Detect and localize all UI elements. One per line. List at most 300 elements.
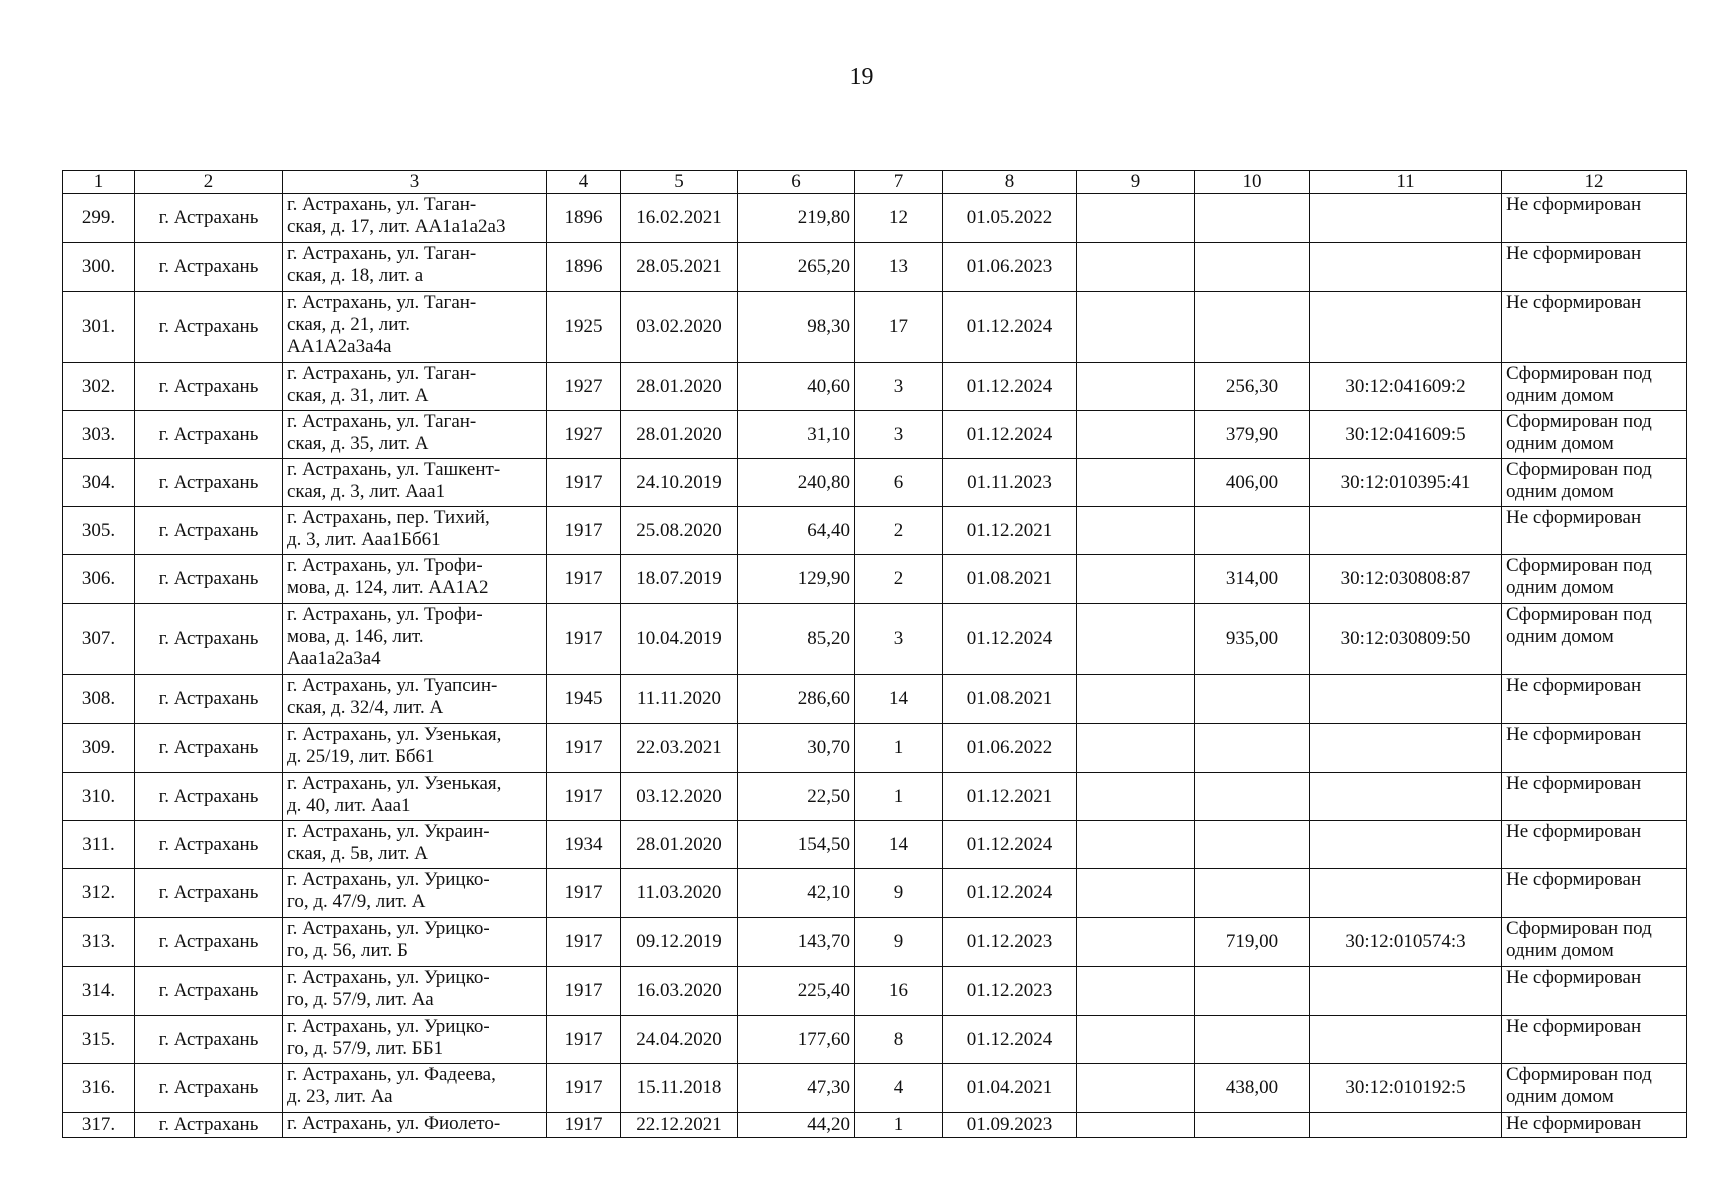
city-cell: г. Астрахань [135,604,283,675]
area-cell: 143,70 [738,918,855,967]
address-cell-line: ская, д. 3, лит. Ааа1 [287,481,446,502]
address-cell [283,459,547,507]
residents-cell: 9 [855,918,943,967]
row-number: 300. [63,243,135,292]
date-recognized-cell: 09.12.2019 [621,918,738,967]
row-number: 317. [63,1113,135,1138]
cadastral-number-cell: 30:12:010192:5 [1310,1064,1502,1113]
address-cell-line: г. Астрахань, ул. Урицко- [287,1016,490,1037]
date-planned-cell: 01.12.2023 [943,967,1077,1016]
land-status-cell-line: Не сформирован [1506,194,1642,215]
table-row [63,724,1687,773]
address-cell-line: г. Астрахань, ул. Туапсин- [287,675,498,696]
land-status-cell-line: Сформирован под [1506,555,1652,576]
table-row [63,604,1687,675]
area-cell: 47,30 [738,1064,855,1113]
year-cell: 1925 [547,292,621,363]
residents-cell: 12 [855,194,943,243]
address-cell [283,555,547,604]
row-number: 312. [63,869,135,918]
city-cell: г. Астрахань [135,967,283,1016]
residents-cell: 9 [855,869,943,918]
land-status-cell-line: Не сформирован [1506,292,1642,313]
registry-table [62,170,1687,1138]
date-planned-cell: 01.06.2023 [943,243,1077,292]
address-cell-line: Ааа1а2а3а4 [287,648,381,669]
land-area-cell [1195,1016,1310,1064]
residents-cell: 1 [855,724,943,773]
date-recognized-cell: 22.12.2021 [621,1113,738,1138]
land-area-cell [1195,292,1310,363]
year-cell: 1896 [547,194,621,243]
empty-cell [1077,363,1195,411]
address-cell-line: го, д. 57/9, лит. ББ1 [287,1038,444,1059]
column-header: 4 [547,171,621,194]
cadastral-number-cell [1310,773,1502,821]
land-area-cell [1195,869,1310,918]
address-cell-line: г. Астрахань, ул. Фиолето- [287,1113,501,1134]
year-cell: 1917 [547,555,621,604]
address-cell-line: д. 3, лит. Ааа1Бб61 [287,529,441,550]
area-cell: 44,20 [738,1113,855,1138]
date-recognized-cell: 22.03.2021 [621,724,738,773]
address-cell [283,675,547,724]
land-status-cell [1502,869,1687,918]
land-area-cell [1195,773,1310,821]
land-area-cell: 406,00 [1195,459,1310,507]
cadastral-number-cell: 30:12:030808:87 [1310,555,1502,604]
cadastral-number-cell [1310,675,1502,724]
area-cell: 31,10 [738,411,855,459]
date-recognized-cell: 28.01.2020 [621,363,738,411]
city-cell: г. Астрахань [135,459,283,507]
table-row [63,194,1687,243]
year-cell: 1917 [547,918,621,967]
address-cell [283,869,547,918]
address-cell [283,918,547,967]
page-number: 19 [849,64,874,90]
land-status-cell [1502,773,1687,821]
city-cell: г. Астрахань [135,1064,283,1113]
land-status-cell-line: Сформирован под [1506,459,1652,480]
date-planned-cell: 01.12.2021 [943,773,1077,821]
year-cell: 1927 [547,363,621,411]
address-cell [283,773,547,821]
date-recognized-cell: 28.01.2020 [621,821,738,869]
city-cell: г. Астрахань [135,507,283,555]
column-header: 2 [135,171,283,194]
area-cell: 177,60 [738,1016,855,1064]
date-planned-cell: 01.08.2021 [943,675,1077,724]
city-cell: г. Астрахань [135,194,283,243]
empty-cell [1077,724,1195,773]
residents-cell: 3 [855,411,943,459]
address-cell [283,604,547,675]
date-planned-cell: 01.12.2024 [943,292,1077,363]
date-planned-cell: 01.12.2021 [943,507,1077,555]
land-status-cell-line: Не сформирован [1506,869,1642,890]
address-cell-line: г. Астрахань, ул. Трофи- [287,604,483,625]
area-cell: 129,90 [738,555,855,604]
land-status-cell [1502,821,1687,869]
date-planned-cell: 01.08.2021 [943,555,1077,604]
row-number: 307. [63,604,135,675]
cadastral-number-cell: 30:12:041609:2 [1310,363,1502,411]
city-cell: г. Астрахань [135,411,283,459]
year-cell: 1927 [547,411,621,459]
year-cell: 1917 [547,459,621,507]
land-status-cell-line: Не сформирован [1506,1113,1642,1134]
city-cell: г. Астрахань [135,555,283,604]
land-area-cell: 438,00 [1195,1064,1310,1113]
address-cell-line: г. Астрахань, ул. Урицко- [287,869,490,890]
column-header: 6 [738,171,855,194]
column-header: 7 [855,171,943,194]
address-cell [283,1016,547,1064]
table-row [63,363,1687,411]
land-area-cell: 256,30 [1195,363,1310,411]
table-row [63,773,1687,821]
year-cell: 1917 [547,869,621,918]
land-status-cell-line: Не сформирован [1506,821,1642,842]
address-cell-line: г. Астрахань, ул. Таган- [287,411,477,432]
date-planned-cell: 01.12.2024 [943,363,1077,411]
row-number: 315. [63,1016,135,1064]
date-planned-cell: 01.06.2022 [943,724,1077,773]
address-cell-line: ская, д. 32/4, лит. А [287,697,444,718]
land-status-cell-line: Сформирован под [1506,363,1652,384]
year-cell: 1917 [547,507,621,555]
land-area-cell: 719,00 [1195,918,1310,967]
year-cell: 1917 [547,1016,621,1064]
area-cell: 240,80 [738,459,855,507]
address-cell-line: ская, д. 17, лит. АА1а1а2а3 [287,216,506,237]
empty-cell [1077,821,1195,869]
header-row [63,171,1687,194]
area-cell: 98,30 [738,292,855,363]
row-number: 310. [63,773,135,821]
column-header: 9 [1077,171,1195,194]
column-header: 11 [1310,171,1502,194]
empty-cell [1077,773,1195,821]
address-cell-line: г. Астрахань, ул. Ташкент- [287,459,501,480]
address-cell-line: ская, д. 31, лит. А [287,385,429,406]
land-status-cell [1502,555,1687,604]
address-cell-line: го, д. 47/9, лит. А [287,891,426,912]
address-cell-line: мова, д. 124, лит. АА1А2 [287,577,489,598]
date-planned-cell: 01.12.2024 [943,604,1077,675]
land-status-cell-line: Не сформирован [1506,1016,1642,1037]
land-area-cell: 314,00 [1195,555,1310,604]
row-number: 305. [63,507,135,555]
empty-cell [1077,1016,1195,1064]
column-header: 8 [943,171,1077,194]
date-recognized-cell: 28.05.2021 [621,243,738,292]
address-cell-line: ская, д. 18, лит. а [287,265,424,286]
row-number: 304. [63,459,135,507]
address-cell-line: г. Астрахань, ул. Украин- [287,821,490,842]
area-cell: 40,60 [738,363,855,411]
empty-cell [1077,411,1195,459]
table-body [63,194,1687,1138]
land-area-cell [1195,675,1310,724]
address-cell-line: ская, д. 35, лит. А [287,433,429,454]
area-cell: 64,40 [738,507,855,555]
empty-cell [1077,869,1195,918]
address-cell-line: г. Астрахань, ул. Таган- [287,292,477,313]
address-cell-line: ская, д. 5в, лит. А [287,843,428,864]
land-status-cell [1502,243,1687,292]
address-cell-line: г. Астрахань, ул. Урицко- [287,918,490,939]
empty-cell [1077,1064,1195,1113]
city-cell: г. Астрахань [135,1016,283,1064]
area-cell: 42,10 [738,869,855,918]
address-cell-line: г. Астрахань, ул. Трофи- [287,555,483,576]
date-recognized-cell: 03.12.2020 [621,773,738,821]
residents-cell: 2 [855,555,943,604]
land-status-cell-line: Не сформирован [1506,967,1642,988]
date-recognized-cell: 16.03.2020 [621,967,738,1016]
cadastral-number-cell [1310,869,1502,918]
residents-cell: 6 [855,459,943,507]
land-status-cell-line: одним домом [1506,385,1614,406]
cadastral-number-cell [1310,1016,1502,1064]
address-cell [283,1113,547,1138]
area-cell: 225,40 [738,967,855,1016]
empty-cell [1077,675,1195,724]
address-cell [283,821,547,869]
city-cell: г. Астрахань [135,918,283,967]
table-row [63,821,1687,869]
address-cell [283,724,547,773]
date-recognized-cell: 03.02.2020 [621,292,738,363]
table-row [63,1064,1687,1113]
land-status-cell [1502,411,1687,459]
year-cell: 1917 [547,1113,621,1138]
residents-cell: 8 [855,1016,943,1064]
column-header: 10 [1195,171,1310,194]
address-cell-line: го, д. 57/9, лит. Аа [287,989,434,1010]
land-status-cell-line: Сформирован под [1506,411,1652,432]
address-cell-line: д. 23, лит. Аа [287,1086,393,1107]
date-recognized-cell: 18.07.2019 [621,555,738,604]
address-cell [283,411,547,459]
residents-cell: 13 [855,243,943,292]
land-status-cell [1502,507,1687,555]
table-row [63,292,1687,363]
address-cell [283,967,547,1016]
residents-cell: 14 [855,821,943,869]
row-number: 306. [63,555,135,604]
date-planned-cell: 01.11.2023 [943,459,1077,507]
area-cell: 85,20 [738,604,855,675]
year-cell: 1934 [547,821,621,869]
city-cell: г. Астрахань [135,292,283,363]
cadastral-number-cell [1310,821,1502,869]
land-area-cell: 379,90 [1195,411,1310,459]
date-recognized-cell: 11.11.2020 [621,675,738,724]
date-recognized-cell: 25.08.2020 [621,507,738,555]
land-status-cell-line: одним домом [1506,1086,1614,1107]
row-number: 302. [63,363,135,411]
land-status-cell-line: одним домом [1506,626,1614,647]
land-status-cell-line: Не сформирован [1506,675,1642,696]
city-cell: г. Астрахань [135,675,283,724]
empty-cell [1077,604,1195,675]
table-row [63,1113,1687,1138]
land-area-cell [1195,1113,1310,1138]
row-number: 299. [63,194,135,243]
empty-cell [1077,1113,1195,1138]
city-cell: г. Астрахань [135,821,283,869]
address-cell-line: г. Астрахань, ул. Урицко- [287,967,490,988]
cadastral-number-cell: 30:12:010395:41 [1310,459,1502,507]
date-planned-cell: 01.05.2022 [943,194,1077,243]
area-cell: 154,50 [738,821,855,869]
row-number: 316. [63,1064,135,1113]
residents-cell: 2 [855,507,943,555]
year-cell: 1917 [547,773,621,821]
date-recognized-cell: 24.04.2020 [621,1016,738,1064]
year-cell: 1917 [547,724,621,773]
date-recognized-cell: 10.04.2019 [621,604,738,675]
table-row [63,918,1687,967]
cadastral-number-cell [1310,194,1502,243]
year-cell: 1917 [547,604,621,675]
area-cell: 286,60 [738,675,855,724]
address-cell-line: д. 25/19, лит. Бб61 [287,746,435,767]
table-row [63,869,1687,918]
city-cell: г. Астрахань [135,724,283,773]
cadastral-number-cell: 30:12:010574:3 [1310,918,1502,967]
cadastral-number-cell: 30:12:041609:5 [1310,411,1502,459]
address-cell-line: ская, д. 21, лит. [287,314,410,335]
address-cell-line: г. Астрахань, ул. Узенькая, [287,773,502,794]
land-status-cell-line: одним домом [1506,433,1614,454]
area-cell: 219,80 [738,194,855,243]
land-area-cell [1195,724,1310,773]
row-number: 303. [63,411,135,459]
empty-cell [1077,507,1195,555]
address-cell-line: г. Астрахань, ул. Фадеева, [287,1064,496,1085]
land-status-cell-line: Сформирован под [1506,604,1652,625]
row-number: 308. [63,675,135,724]
empty-cell [1077,459,1195,507]
land-status-cell-line: Не сформирован [1506,243,1642,264]
empty-cell [1077,292,1195,363]
table-row [63,1016,1687,1064]
land-status-cell-line: одним домом [1506,577,1614,598]
row-number: 311. [63,821,135,869]
cadastral-number-cell [1310,507,1502,555]
cadastral-number-cell [1310,243,1502,292]
address-cell [283,1064,547,1113]
empty-cell [1077,967,1195,1016]
residents-cell: 16 [855,967,943,1016]
address-cell-line: г. Астрахань, ул. Таган- [287,243,477,264]
residents-cell: 14 [855,675,943,724]
city-cell: г. Астрахань [135,773,283,821]
date-recognized-cell: 24.10.2019 [621,459,738,507]
land-area-cell [1195,821,1310,869]
column-header: 3 [283,171,547,194]
land-status-cell [1502,1064,1687,1113]
address-cell-line: го, д. 56, лит. Б [287,940,408,961]
land-status-cell-line: одним домом [1506,481,1614,502]
address-cell [283,243,547,292]
land-status-cell [1502,363,1687,411]
row-number: 301. [63,292,135,363]
date-planned-cell: 01.12.2024 [943,821,1077,869]
city-cell: г. Астрахань [135,243,283,292]
residents-cell: 4 [855,1064,943,1113]
row-number: 309. [63,724,135,773]
address-cell-line: г. Астрахань, ул. Таган- [287,363,477,384]
table-row [63,675,1687,724]
year-cell: 1917 [547,1064,621,1113]
cadastral-number-cell: 30:12:030809:50 [1310,604,1502,675]
address-cell-line: г. Астрахань, ул. Узенькая, [287,724,502,745]
land-status-cell [1502,967,1687,1016]
address-cell-line: д. 40, лит. Ааа1 [287,795,411,816]
date-planned-cell: 01.09.2023 [943,1113,1077,1138]
date-recognized-cell: 28.01.2020 [621,411,738,459]
date-planned-cell: 01.12.2023 [943,918,1077,967]
land-status-cell [1502,675,1687,724]
residents-cell: 1 [855,773,943,821]
land-area-cell [1195,194,1310,243]
cadastral-number-cell [1310,967,1502,1016]
empty-cell [1077,555,1195,604]
column-header: 5 [621,171,738,194]
city-cell: г. Астрахань [135,363,283,411]
date-planned-cell: 01.12.2024 [943,869,1077,918]
city-cell: г. Астрахань [135,869,283,918]
empty-cell [1077,194,1195,243]
table-row [63,243,1687,292]
year-cell: 1896 [547,243,621,292]
land-area-cell [1195,507,1310,555]
city-cell: г. Астрахань [135,1113,283,1138]
area-cell: 265,20 [738,243,855,292]
residents-cell: 3 [855,604,943,675]
land-status-cell [1502,724,1687,773]
land-status-cell-line: Не сформирован [1506,507,1642,528]
cadastral-number-cell [1310,292,1502,363]
empty-cell [1077,918,1195,967]
date-recognized-cell: 11.03.2020 [621,869,738,918]
address-cell [283,507,547,555]
empty-cell [1077,243,1195,292]
land-status-cell-line: Не сформирован [1506,773,1642,794]
table-row [63,459,1687,507]
table-row [63,555,1687,604]
land-status-cell [1502,1113,1687,1138]
residents-cell: 1 [855,1113,943,1138]
land-area-cell [1195,243,1310,292]
land-status-cell-line: одним домом [1506,940,1614,961]
address-cell-line: г. Астрахань, пер. Тихий, [287,507,490,528]
area-cell: 22,50 [738,773,855,821]
date-planned-cell: 01.12.2024 [943,1016,1077,1064]
table-row [63,967,1687,1016]
table-row [63,507,1687,555]
land-status-cell-line: Сформирован под [1506,1064,1652,1085]
cadastral-number-cell [1310,1113,1502,1138]
land-status-cell [1502,1016,1687,1064]
land-status-cell [1502,918,1687,967]
land-status-cell-line: Не сформирован [1506,724,1642,745]
